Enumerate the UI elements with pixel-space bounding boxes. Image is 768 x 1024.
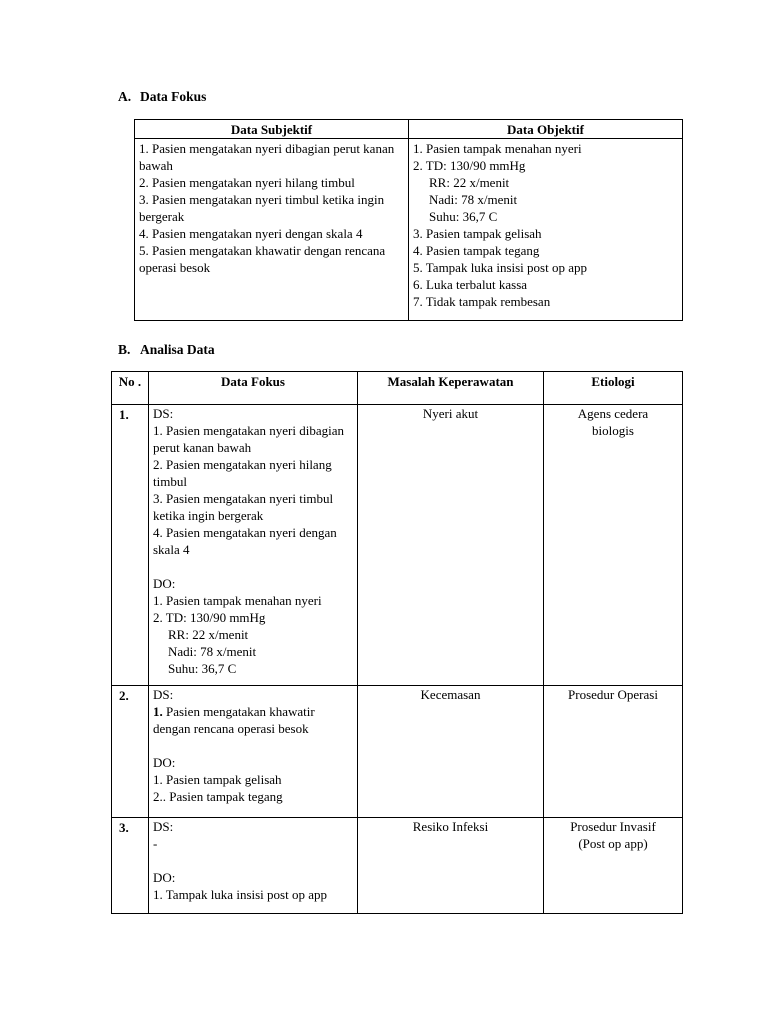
header-masalah-keperawatan: Masalah Keperawatan (358, 372, 544, 405)
objective-item: RR: 22 x/menit (429, 175, 510, 190)
masalah-keperawatan-cell: Resiko Infeksi (358, 818, 544, 914)
section-a-title: Data Fokus (140, 89, 207, 104)
do-item: 1. Pasien tampak gelisah (153, 772, 282, 787)
do-item: 2. TD: 130/90 mmHg (153, 610, 266, 625)
section-a-letter: A. (118, 89, 132, 104)
section-a-heading (118, 88, 206, 105)
objective-item: 1. Pasien tampak menahan nyeri (413, 141, 582, 156)
ds-item: - (153, 836, 158, 851)
do-label: DO: (153, 755, 176, 770)
ds-item: 4. Pasien mengatakan nyeri dengan skala 4 (153, 525, 337, 557)
do-label: DO: (153, 870, 176, 885)
ds-item-text: Pasien mengatakan khawatir dengan rencana operasi besok (153, 704, 315, 736)
analisa-data-table (111, 371, 683, 914)
header-data-fokus: Data Fokus (149, 372, 358, 405)
objective-item: 6. Luka terbalut kassa (413, 277, 528, 292)
data-fokus-table (134, 119, 683, 321)
masalah-keperawatan-cell: Nyeri akut (358, 405, 544, 686)
objective-item: Suhu: 36,7 C (429, 209, 498, 224)
objective-item: 7. Tidak tampak rembesan (413, 294, 551, 309)
do-label: DO: (153, 576, 176, 591)
data-fokus-cell (149, 818, 358, 914)
data-fokus-cell (149, 686, 358, 818)
etiologi-cell: Prosedur Operasi (544, 686, 683, 818)
do-item: 1. Tampak luka insisi post op app (153, 887, 327, 902)
do-item: 1. Pasien tampak menahan nyeri (153, 593, 322, 608)
objective-item: 5. Tampak luka insisi post op app (413, 260, 587, 275)
subjective-item: 1. Pasien mengatakan nyeri dibagian perut kanan bawah (139, 141, 395, 173)
ds-label: DS: (153, 406, 174, 421)
table-row (112, 686, 683, 818)
subjective-cell (135, 139, 409, 321)
objective-cell (409, 139, 683, 321)
subjective-item: 3. Pasien mengatakan nyeri timbul ketika ingin bergerak (139, 192, 385, 224)
ds-label: DS: (153, 687, 174, 702)
do-item: 2.. Pasien tampak tegang (153, 789, 283, 804)
ds-label: DS: (153, 819, 174, 834)
do-item: Suhu: 36,7 C (168, 661, 237, 676)
objective-item: 3. Pasien tampak gelisah (413, 226, 542, 241)
header-data-subjektif: Data Subjektif (135, 120, 409, 139)
subjective-item: 4. Pasien mengatakan nyeri dengan skala 4 (139, 226, 363, 241)
etiologi-cell: Agens cedera biologis (544, 405, 683, 686)
table-row (112, 818, 683, 914)
objective-item: 4. Pasien tampak tegang (413, 243, 540, 258)
header-no: No . (112, 372, 149, 405)
table-row (112, 405, 683, 686)
row-number: 2. (112, 686, 149, 818)
do-item: Nadi: 78 x/menit (168, 644, 257, 659)
data-fokus-cell (149, 405, 358, 686)
header-etiologi: Etiologi (544, 372, 683, 405)
ds-item: 3. Pasien mengatakan nyeri timbul ketika ingin bergerak (153, 491, 334, 523)
objective-item: 2. TD: 130/90 mmHg (413, 158, 526, 173)
ds-item (153, 703, 353, 737)
section-b-letter: B. (118, 342, 131, 357)
ds-item-number: 1. (153, 704, 163, 719)
objective-item: Nadi: 78 x/menit (429, 192, 518, 207)
ds-item: 2. Pasien mengatakan nyeri hilang timbul (153, 457, 332, 489)
ds-item: 1. Pasien mengatakan nyeri dibagian perut kanan bawah (153, 423, 344, 455)
do-item: RR: 22 x/menit (168, 627, 249, 642)
row-number: 3. (112, 818, 149, 914)
section-b-heading (118, 341, 215, 358)
section-b-title: Analisa Data (140, 342, 215, 357)
header-data-objektif: Data Objektif (409, 120, 683, 139)
masalah-keperawatan-cell: Kecemasan (358, 686, 544, 818)
subjective-item: 2. Pasien mengatakan nyeri hilang timbul (139, 175, 355, 190)
etiologi-cell: Prosedur Invasif (Post op app) (544, 818, 683, 914)
row-number: 1. (112, 405, 149, 686)
subjective-item: 5. Pasien mengatakan khawatir dengan rencana operasi besok (139, 243, 386, 275)
